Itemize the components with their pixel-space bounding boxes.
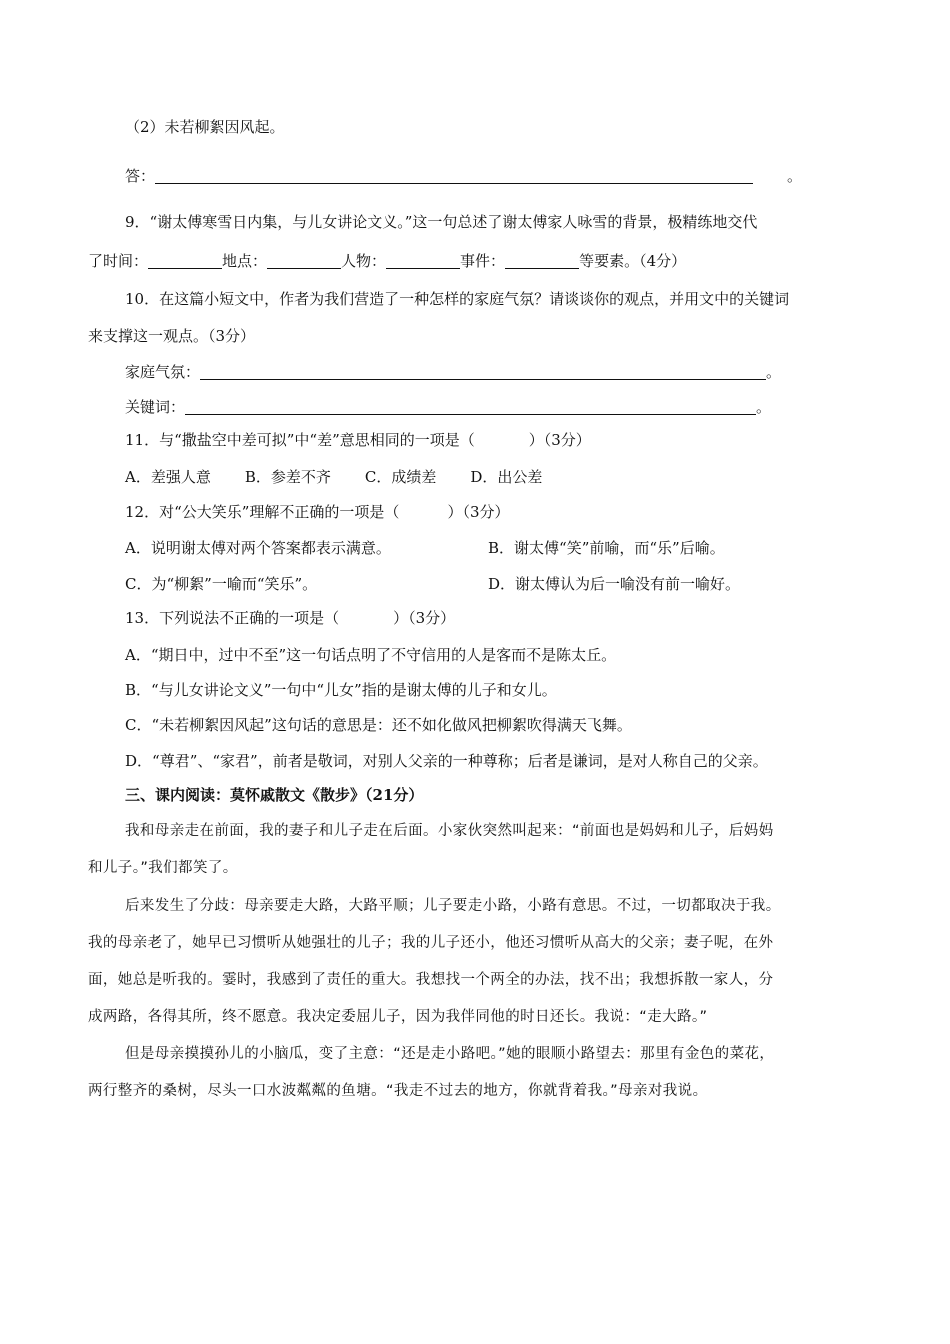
passage-line-1: 我和母亲走在前面，我的妻子和儿子走在后面。小家伙突然叫起来：“前面也是妈妈和儿子，后妈妈 xyxy=(125,823,774,839)
q9-people-blank[interactable] xyxy=(386,252,460,269)
passage-line-2: 和儿子。”我们都笑了。 xyxy=(88,860,238,876)
passage-line-6: 成两路，各得其所，终不愿意。我决定委屈儿子，因为我伴同他的时日还长。我说：“走大路。” xyxy=(88,1009,708,1025)
q9-end: 等要素。（4分） xyxy=(579,252,687,270)
q13-score: ）（3分） xyxy=(393,609,456,627)
q13-option-c: C．“未若柳絮因风起”这句话的意思是：还不如化做风把柳絮吹得满天飞舞。 xyxy=(125,716,632,734)
q11-stem-text: 11．与“撒盐空中差可拟”中“差”意思相同的一项是（ xyxy=(125,431,475,449)
q9-event-blank[interactable] xyxy=(505,252,579,269)
passage-line-5: 面，她总是听我的。霎时，我感到了责任的重大。我想找一个两全的办法，找不出；我想拆散一家人，分 xyxy=(88,972,774,988)
passage-line-3: 后来发生了分歧：母亲要走大路，大路平顺；儿子要走小路，小路有意思。不过，一切都取决于我。 xyxy=(125,898,781,914)
q9-place-label: 地点： xyxy=(222,252,268,270)
q13-option-d: D．“尊君”、“家君”，前者是敬词，对别人父亲的一种尊称；后者是谦词，是对人称自己的父亲。 xyxy=(125,752,768,770)
q11-option-d: D．出公差 xyxy=(470,468,543,486)
q12-stem xyxy=(125,501,509,523)
q12-option-b: B．谢太傅“笑”前喻，而“乐”后喻。 xyxy=(488,539,725,557)
answer-end: 。 xyxy=(787,167,803,185)
q9-stem-line1: 9．“谢太傅寒雪日内集，与儿女讲论文义。”这一句总述了谢太傅家人咏雪的背景，极精练地交代 xyxy=(125,213,758,231)
q12-option-c: C．为“柳絮”一喻而“笑乐”。 xyxy=(125,575,318,593)
keyword-blank[interactable] xyxy=(185,398,756,415)
atmosphere-end: 。 xyxy=(766,363,782,381)
q11-option-a: A．差强人意 xyxy=(125,468,211,486)
q13-stem xyxy=(125,607,455,629)
atmosphere-blank[interactable] xyxy=(200,363,766,380)
keyword-label: 关键词： xyxy=(125,398,186,416)
section-3-heading: 三、课内阅读：莫怀戚散文《散步》（21分） xyxy=(125,786,424,804)
q13-stem-text: 13．下列说法不正确的一项是（ xyxy=(125,609,340,627)
q9-time-blank[interactable] xyxy=(148,252,222,269)
q9-time-label: 了时间： xyxy=(88,252,149,270)
q8-answer-row xyxy=(125,165,802,187)
q11-score: ）（3分） xyxy=(528,431,591,449)
passage-line-7: 但是母亲摸摸孙儿的小脑瓜，变了主意：“还是走小路吧。”她的眼顺小路望去：那里有金色的菜花， xyxy=(125,1046,775,1062)
keyword-end: 。 xyxy=(756,398,772,416)
answer-blank[interactable] xyxy=(155,167,753,184)
q12-stem-text: 12．对“公大笑乐”理解不正确的一项是（ xyxy=(125,503,400,521)
q13-option-b: B．“与儿女讲论文义”一句中“儿女”指的是谢太傅的儿子和女儿。 xyxy=(125,681,557,699)
q10-atmosphere-row xyxy=(125,361,781,383)
q9-stem-line2 xyxy=(88,250,686,272)
q9-people-label: 人物： xyxy=(341,252,387,270)
q9-place-blank[interactable] xyxy=(267,252,341,269)
q10-stem-line1: 10．在这篇小短文中，作者为我们营造了一种怎样的家庭气氛？请谈谈你的观点，并用文中的关键词 xyxy=(125,290,790,308)
q12-option-a: A．说明谢太傅对两个答案都表示满意。 xyxy=(125,539,391,557)
q13-option-a: A．“期日中，过中不至”这一句话点明了不守信用的人是客而不是陈太丘。 xyxy=(125,646,617,664)
q12-option-d: D．谢太傅认为后一喻没有前一喻好。 xyxy=(488,575,741,593)
passage-line-8: 两行整齐的桑树，尽头一口水波粼粼的鱼塘。“我走不过去的地方，你就背着我。”母亲对我说。 xyxy=(88,1083,708,1099)
q11-options xyxy=(125,466,542,488)
passage-line-4: 我的母亲老了，她早已习惯听从她强壮的儿子；我的儿子还小，他还习惯听从高大的父亲；妻子呢，在外 xyxy=(88,935,774,951)
q11-option-b: B．参差不齐 xyxy=(244,468,331,486)
atmosphere-label: 家庭气氛： xyxy=(125,363,201,381)
q8-item2: （2）未若柳絮因风起。 xyxy=(125,118,285,136)
q11-stem xyxy=(125,429,591,451)
answer-label: 答： xyxy=(125,167,156,185)
q10-stem-line2: 来支撑这一观点。（3分） xyxy=(88,327,256,345)
q11-option-c: C．成绩差 xyxy=(364,468,437,486)
q10-keyword-row xyxy=(125,396,771,418)
q12-score: ）（3分） xyxy=(447,503,510,521)
q9-event-label: 事件： xyxy=(460,252,506,270)
